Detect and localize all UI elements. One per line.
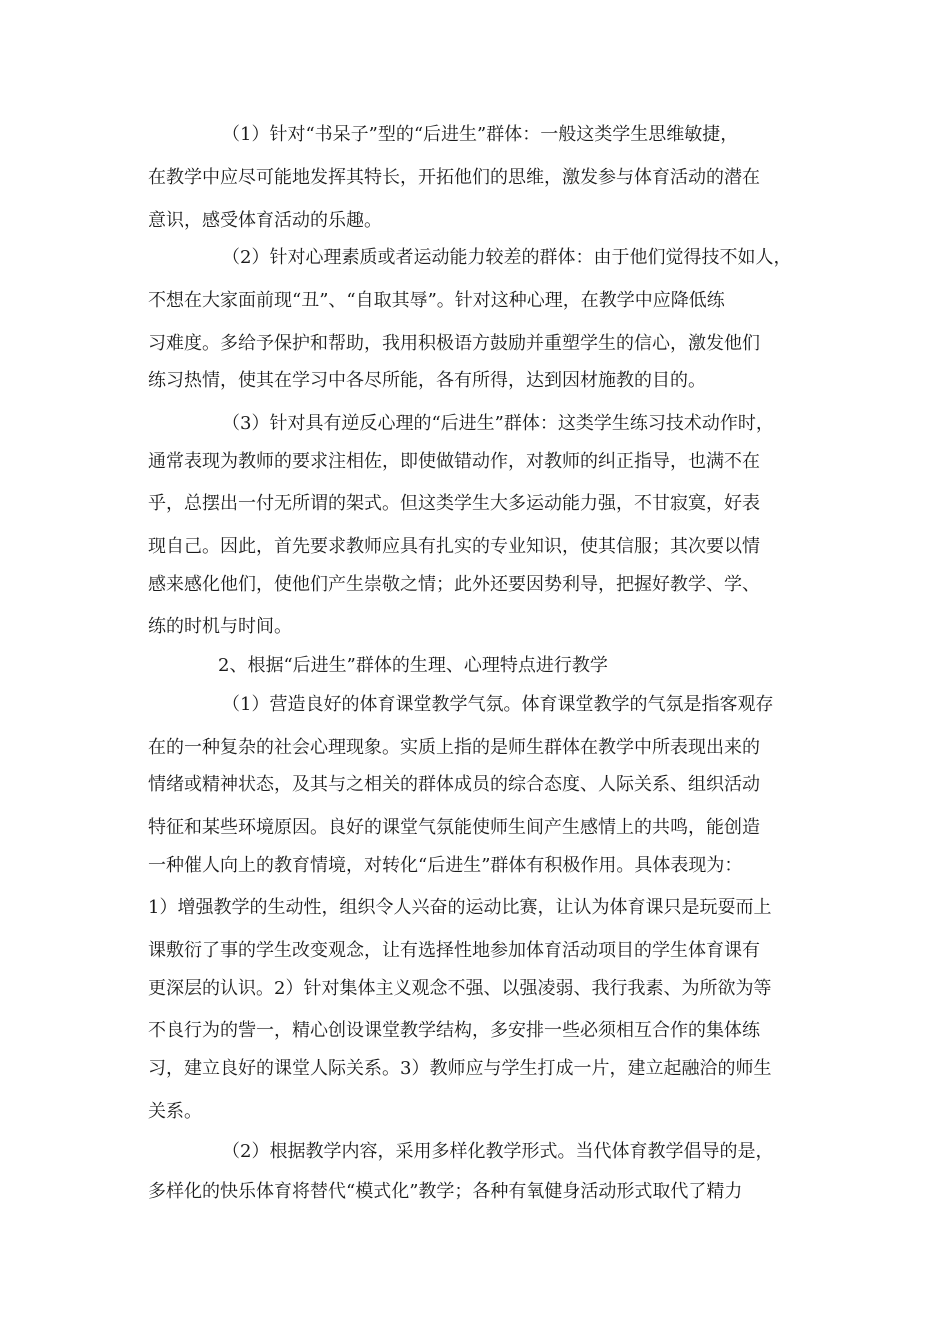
section-heading: 2、根据“后进生”群体的生理、心理特点进行教学 [218, 655, 608, 676]
text-line: （1）营造良好的体育课堂教学气氛。体育课堂教学的气氛是指客观存 [222, 694, 774, 715]
text-line: （3）针对具有逆反心理的“后进生”群体：这类学生练习技术动作时， [222, 413, 774, 434]
text-line: 现自己。因此，首先要求教师应具有扎实的专业知识，使其信服；其次要以情 [148, 536, 760, 557]
text-line: 情绪或精神状态，及其与之相关的群体成员的综合态度、人际关系、组织活动 [148, 774, 760, 795]
text-line: （2）针对心理素质或者运动能力较差的群体：由于他们觉得技不如人， [222, 247, 792, 268]
text-line: 一种催人向上的教育情境，对转化“后进生”群体有积极作用。具体表现为： [148, 855, 743, 876]
text-line: 不良行为的訾一，精心创设课堂教学结构，多安排一些必须相互合作的集体练 [148, 1020, 760, 1041]
text-line: 多样化的快乐体育将替代“模式化”教学；各种有氧健身活动形式取代了精力 [148, 1181, 743, 1202]
text-line: 关系。 [148, 1101, 202, 1122]
text-line: 习，建立良好的课堂人际关系。3）教师应与学生打成一片，建立起融洽的师生 [148, 1058, 772, 1079]
text-line: 习难度。多给予保护和帮助，我用积极语方鼓励并重塑学生的信心，激发他们 [148, 333, 760, 354]
text-line: 特征和某些环境原因。良好的课堂气氛能使师生间产生感情上的共鸣，能创造 [148, 817, 760, 838]
text-line: 通常表现为教师的要求注相佐，即使做错动作，对教师的纠正指导，也满不在 [148, 451, 760, 472]
text-line: 在教学中应尽可能地发挥其特长，开拓他们的思维，激发参与体育活动的潜在 [148, 167, 760, 188]
text-line: 在的一种复杂的社会心理现象。实质上指的是师生群体在教学中所表现出来的 [148, 737, 760, 758]
text-line: 不想在大家面前现“丑”、“自取其辱”。针对这种心理，在教学中应降低练 [148, 290, 725, 311]
text-line: 课敷衍了事的学生改变观念，让有选择性地参加体育活动项目的学生体育课有 [148, 940, 760, 961]
text-line: 乎，总摆出一付无所谓的架式。但这类学生大多运动能力强，不甘寂寞，好表 [148, 493, 760, 514]
text-line: （2）根据教学内容，采用多样化教学形式。当代体育教学倡导的是， [222, 1141, 774, 1162]
text-line: 1）增强教学的生动性，组织令人兴奋的运动比赛，让认为体育课只是玩耍而上 [148, 897, 772, 918]
text-line: 更深层的认识。2）针对集体主义观念不强、以强凌弱、我行我素、为所欲为等 [148, 978, 772, 999]
text-line: （1）针对“书呆子”型的“后进生”群体：一般这类学生思维敏捷， [222, 124, 739, 145]
text-line: 练习热情，使其在学习中各尽所能，各有所得，达到因材施教的目的。 [148, 370, 706, 391]
text-line: 练的时机与时间。 [148, 616, 292, 637]
text-line: 感来感化他们，使他们产生崇敬之情；此外还要因势利导，把握好教学、学、 [148, 574, 760, 595]
text-line: 意识，感受体育活动的乐趣。 [148, 210, 382, 231]
